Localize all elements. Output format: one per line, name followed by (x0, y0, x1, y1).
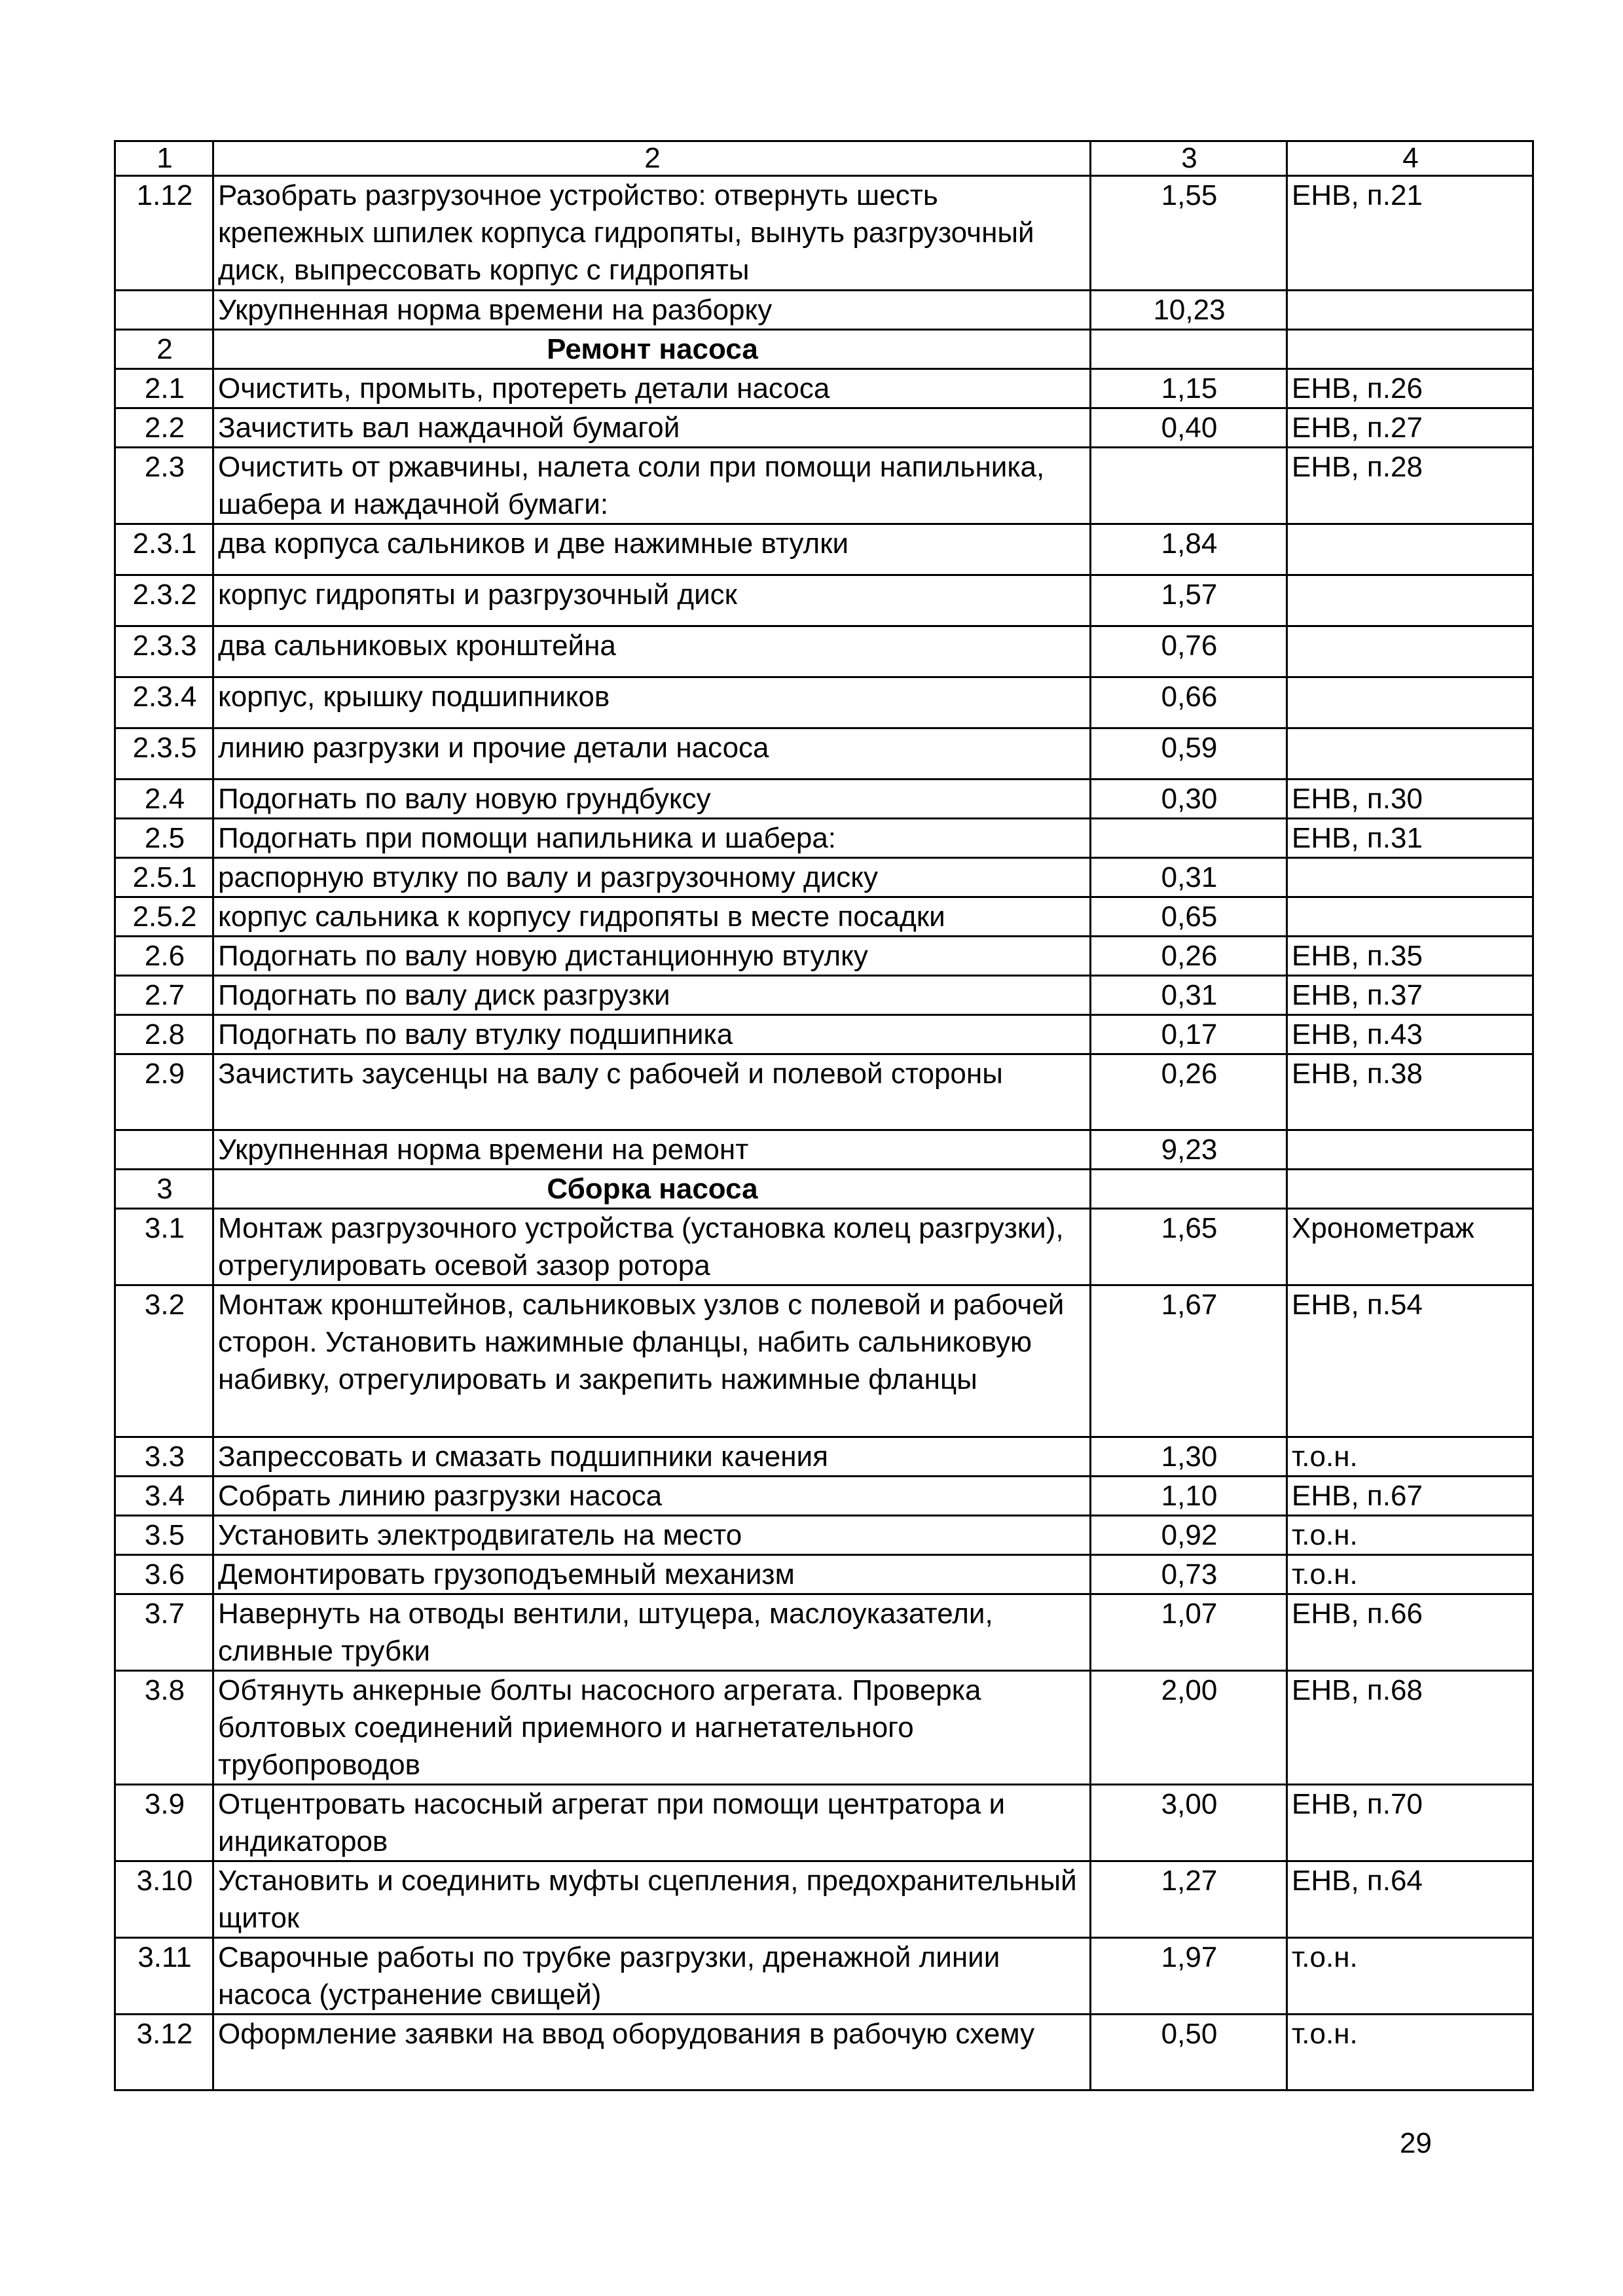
time-norm: 0,50 (1091, 2015, 1287, 2090)
item-number: 2.4 (115, 780, 213, 819)
operation-description: Демонтировать грузоподъемный механизм (213, 1555, 1091, 1594)
table-row (115, 1130, 1533, 1170)
item-number: 3.8 (115, 1671, 213, 1785)
norm-source: ЕНВ, п.54 (1287, 1285, 1533, 1437)
item-number: 3.12 (115, 2015, 213, 2090)
item-number: 2.8 (115, 1015, 213, 1054)
table-row (115, 858, 1533, 897)
item-number (115, 1130, 213, 1170)
norm-source: ЕНВ, п.66 (1287, 1594, 1533, 1671)
table-row (115, 1671, 1533, 1785)
section-title: Сборка насоса (213, 1170, 1091, 1209)
item-number: 3.6 (115, 1555, 213, 1594)
norm-source: ЕНВ, п.67 (1287, 1477, 1533, 1516)
norm-source (1287, 1130, 1533, 1170)
norm-source (1287, 626, 1533, 677)
norm-source: т.о.н. (1287, 1516, 1533, 1555)
table-row (115, 2015, 1533, 2090)
operation-description: Навернуть на отводы вентили, штуцера, маслоуказатели, сливные трубки (213, 1594, 1091, 1671)
table-row (115, 1861, 1533, 1938)
norm-source: т.о.н. (1287, 1437, 1533, 1477)
operation-description: Зачистить заусенцы на валу с рабочей и полевой стороны (213, 1054, 1091, 1130)
norm-source (1287, 291, 1533, 330)
page-number: 29 (1400, 2127, 1432, 2159)
norm-source (1287, 524, 1533, 575)
table-row (115, 448, 1533, 524)
time-norm: 1,97 (1091, 1938, 1287, 2015)
item-number: 2 (115, 330, 213, 369)
table-row (115, 291, 1533, 330)
table-row (115, 1285, 1533, 1437)
operation-description: Подогнать при помощи напильника и шабера: (213, 819, 1091, 858)
table-row (115, 780, 1533, 819)
item-number: 3.3 (115, 1437, 213, 1477)
operation-description: Подогнать по валу новую грундбуксу (213, 780, 1091, 819)
table-row (115, 677, 1533, 728)
time-norm: 0,92 (1091, 1516, 1287, 1555)
time-norm: 3,00 (1091, 1785, 1287, 1861)
table-row (115, 626, 1533, 677)
item-number: 2.7 (115, 976, 213, 1015)
table-row (115, 1516, 1533, 1555)
item-number: 2.3.3 (115, 626, 213, 677)
table-row (115, 1555, 1533, 1594)
operation-description: Отцентровать насосный агрегат при помощи центратора и индикаторов (213, 1785, 1091, 1861)
norm-source: ЕНВ, п.30 (1287, 780, 1533, 819)
header-row (115, 141, 1533, 176)
norm-source: ЕНВ, п.35 (1287, 937, 1533, 976)
table-row (115, 1170, 1533, 1209)
operation-description: два корпуса сальников и две нажимные втулки (213, 524, 1091, 575)
time-norm: 0,26 (1091, 1054, 1287, 1130)
norm-source (1287, 330, 1533, 369)
norm-source (1287, 897, 1533, 937)
norm-source: ЕНВ, п.37 (1287, 976, 1533, 1015)
table-row (115, 728, 1533, 780)
time-norm: 1,27 (1091, 1861, 1287, 1938)
table-row (115, 575, 1533, 626)
time-norm: 2,00 (1091, 1671, 1287, 1785)
table-row (115, 897, 1533, 937)
operation-description: Очистить, промыть, протереть детали насоса (213, 369, 1091, 408)
operation-description: Укрупненная норма времени на разборку (213, 291, 1091, 330)
norm-source (1287, 1170, 1533, 1209)
item-number: 2.3.1 (115, 524, 213, 575)
item-number: 1.12 (115, 176, 213, 291)
time-norm: 1,10 (1091, 1477, 1287, 1516)
operation-description: Монтаж кронштейнов, сальниковых узлов с полевой и рабочей сторон. Установить нажимные фланцы, набить сальниковую набивку, отрегулировать и закрепить нажимные фланцы (213, 1285, 1091, 1437)
norm-source (1287, 677, 1533, 728)
norm-source: ЕНВ, п.26 (1287, 369, 1533, 408)
table-row (115, 1594, 1533, 1671)
table-row (115, 1054, 1533, 1130)
table-row (115, 1209, 1533, 1285)
section-title: Ремонт насоса (213, 330, 1091, 369)
operation-description: корпус сальника к корпусу гидропяты в месте посадки (213, 897, 1091, 937)
table-row (115, 1015, 1533, 1054)
operation-description: Сварочные работы по трубке разгрузки, дренажной линии насоса (устранение свищей) (213, 1938, 1091, 2015)
time-norm: 1,07 (1091, 1594, 1287, 1671)
table-row (115, 369, 1533, 408)
table-row (115, 1477, 1533, 1516)
time-norm: 0,26 (1091, 937, 1287, 976)
norm-source: ЕНВ, п.68 (1287, 1671, 1533, 1785)
item-number: 3.2 (115, 1285, 213, 1437)
norm-source: т.о.н. (1287, 1938, 1533, 2015)
table-row (115, 976, 1533, 1015)
operation-description: Запрессовать и смазать подшипники качения (213, 1437, 1091, 1477)
item-number: 3.1 (115, 1209, 213, 1285)
norm-source (1287, 575, 1533, 626)
time-norm: 0,59 (1091, 728, 1287, 780)
table-row (115, 408, 1533, 448)
norms-table-body (115, 141, 1533, 2090)
item-number: 2.5.2 (115, 897, 213, 937)
item-number: 3.7 (115, 1594, 213, 1671)
time-norm: 0,73 (1091, 1555, 1287, 1594)
time-norm: 0,65 (1091, 897, 1287, 937)
item-number: 3.4 (115, 1477, 213, 1516)
operation-description: распорную втулку по валу и разгрузочному диску (213, 858, 1091, 897)
item-number: 2.5 (115, 819, 213, 858)
norm-source: Хронометраж (1287, 1209, 1533, 1285)
norm-source: т.о.н. (1287, 1555, 1533, 1594)
norm-source: ЕНВ, п.27 (1287, 408, 1533, 448)
operation-description: корпус, крышку подшипников (213, 677, 1091, 728)
norm-source (1287, 728, 1533, 780)
operation-description: Установить и соединить муфты сцепления, предохранительный щиток (213, 1861, 1091, 1938)
time-norm: 0,30 (1091, 780, 1287, 819)
item-number (115, 291, 213, 330)
norm-source: ЕНВ, п.64 (1287, 1861, 1533, 1938)
time-norm (1091, 1170, 1287, 1209)
norms-table (114, 140, 1534, 2091)
operation-description: два сальниковых кронштейна (213, 626, 1091, 677)
item-number: 2.2 (115, 408, 213, 448)
item-number: 2.5.1 (115, 858, 213, 897)
time-norm: 0,31 (1091, 976, 1287, 1015)
item-number: 2.3.4 (115, 677, 213, 728)
table-row (115, 819, 1533, 858)
header-cell-3: 3 (1091, 141, 1287, 176)
time-norm (1091, 448, 1287, 524)
table-row (115, 524, 1533, 575)
table-row (115, 937, 1533, 976)
time-norm: 9,23 (1091, 1130, 1287, 1170)
table-row (115, 330, 1533, 369)
time-norm: 0,76 (1091, 626, 1287, 677)
item-number: 3.11 (115, 1938, 213, 2015)
operation-description: корпус гидропяты и разгрузочный диск (213, 575, 1091, 626)
time-norm: 1,55 (1091, 176, 1287, 291)
time-norm (1091, 330, 1287, 369)
operation-description: Подогнать по валу новую дистанционную втулку (213, 937, 1091, 976)
norm-source: ЕНВ, п.31 (1287, 819, 1533, 858)
item-number: 3.9 (115, 1785, 213, 1861)
time-norm: 1,65 (1091, 1209, 1287, 1285)
operation-description: Укрупненная норма времени на ремонт (213, 1130, 1091, 1170)
operation-description: Очистить от ржавчины, налета соли при помощи напильника, шабера и наждачной бумаги: (213, 448, 1091, 524)
norm-source: ЕНВ, п.28 (1287, 448, 1533, 524)
time-norm: 10,23 (1091, 291, 1287, 330)
item-number: 2.1 (115, 369, 213, 408)
header-cell-2: 2 (213, 141, 1091, 176)
table-row (115, 1437, 1533, 1477)
norm-source: ЕНВ, п.21 (1287, 176, 1533, 291)
item-number: 2.3 (115, 448, 213, 524)
time-norm: 1,30 (1091, 1437, 1287, 1477)
time-norm: 0,40 (1091, 408, 1287, 448)
operation-description: Разобрать разгрузочное устройство: отвернуть шесть крепежных шпилек корпуса гидропяты, вынуть разгрузочный диск, выпрессовать корпус с гидропяты (213, 176, 1091, 291)
item-number: 3 (115, 1170, 213, 1209)
norm-source: ЕНВ, п.70 (1287, 1785, 1533, 1861)
item-number: 2.9 (115, 1054, 213, 1130)
operation-description: Монтаж разгрузочного устройства (установка колец разгрузки), отрегулировать осевой зазор ротора (213, 1209, 1091, 1285)
norm-source (1287, 858, 1533, 897)
time-norm: 1,57 (1091, 575, 1287, 626)
header-cell-4: 4 (1287, 141, 1533, 176)
operation-description: Собрать линию разгрузки насоса (213, 1477, 1091, 1516)
operation-description: Зачистить вал наждачной бумагой (213, 408, 1091, 448)
time-norm: 1,84 (1091, 524, 1287, 575)
time-norm: 0,17 (1091, 1015, 1287, 1054)
operation-description: линию разгрузки и прочие детали насоса (213, 728, 1091, 780)
header-cell-1: 1 (115, 141, 213, 176)
item-number: 2.6 (115, 937, 213, 976)
time-norm: 1,15 (1091, 369, 1287, 408)
time-norm: 0,66 (1091, 677, 1287, 728)
item-number: 2.3.5 (115, 728, 213, 780)
time-norm (1091, 819, 1287, 858)
operation-description: Подогнать по валу втулку подшипника (213, 1015, 1091, 1054)
operation-description: Обтянуть анкерные болты насосного агрегата. Проверка болтовых соединений приемного и нагнетательного трубопроводов (213, 1671, 1091, 1785)
operation-description: Подогнать по валу диск разгрузки (213, 976, 1091, 1015)
item-number: 2.3.2 (115, 575, 213, 626)
operation-description: Установить электродвигатель на место (213, 1516, 1091, 1555)
time-norm: 1,67 (1091, 1285, 1287, 1437)
table-row (115, 1785, 1533, 1861)
time-norm: 0,31 (1091, 858, 1287, 897)
item-number: 3.5 (115, 1516, 213, 1555)
norm-source: ЕНВ, п.38 (1287, 1054, 1533, 1130)
item-number: 3.10 (115, 1861, 213, 1938)
norm-source: ЕНВ, п.43 (1287, 1015, 1533, 1054)
table-row (115, 176, 1533, 291)
norm-source: т.о.н. (1287, 2015, 1533, 2090)
table-row (115, 1938, 1533, 2015)
operation-description: Оформление заявки на ввод оборудования в рабочую схему (213, 2015, 1091, 2090)
